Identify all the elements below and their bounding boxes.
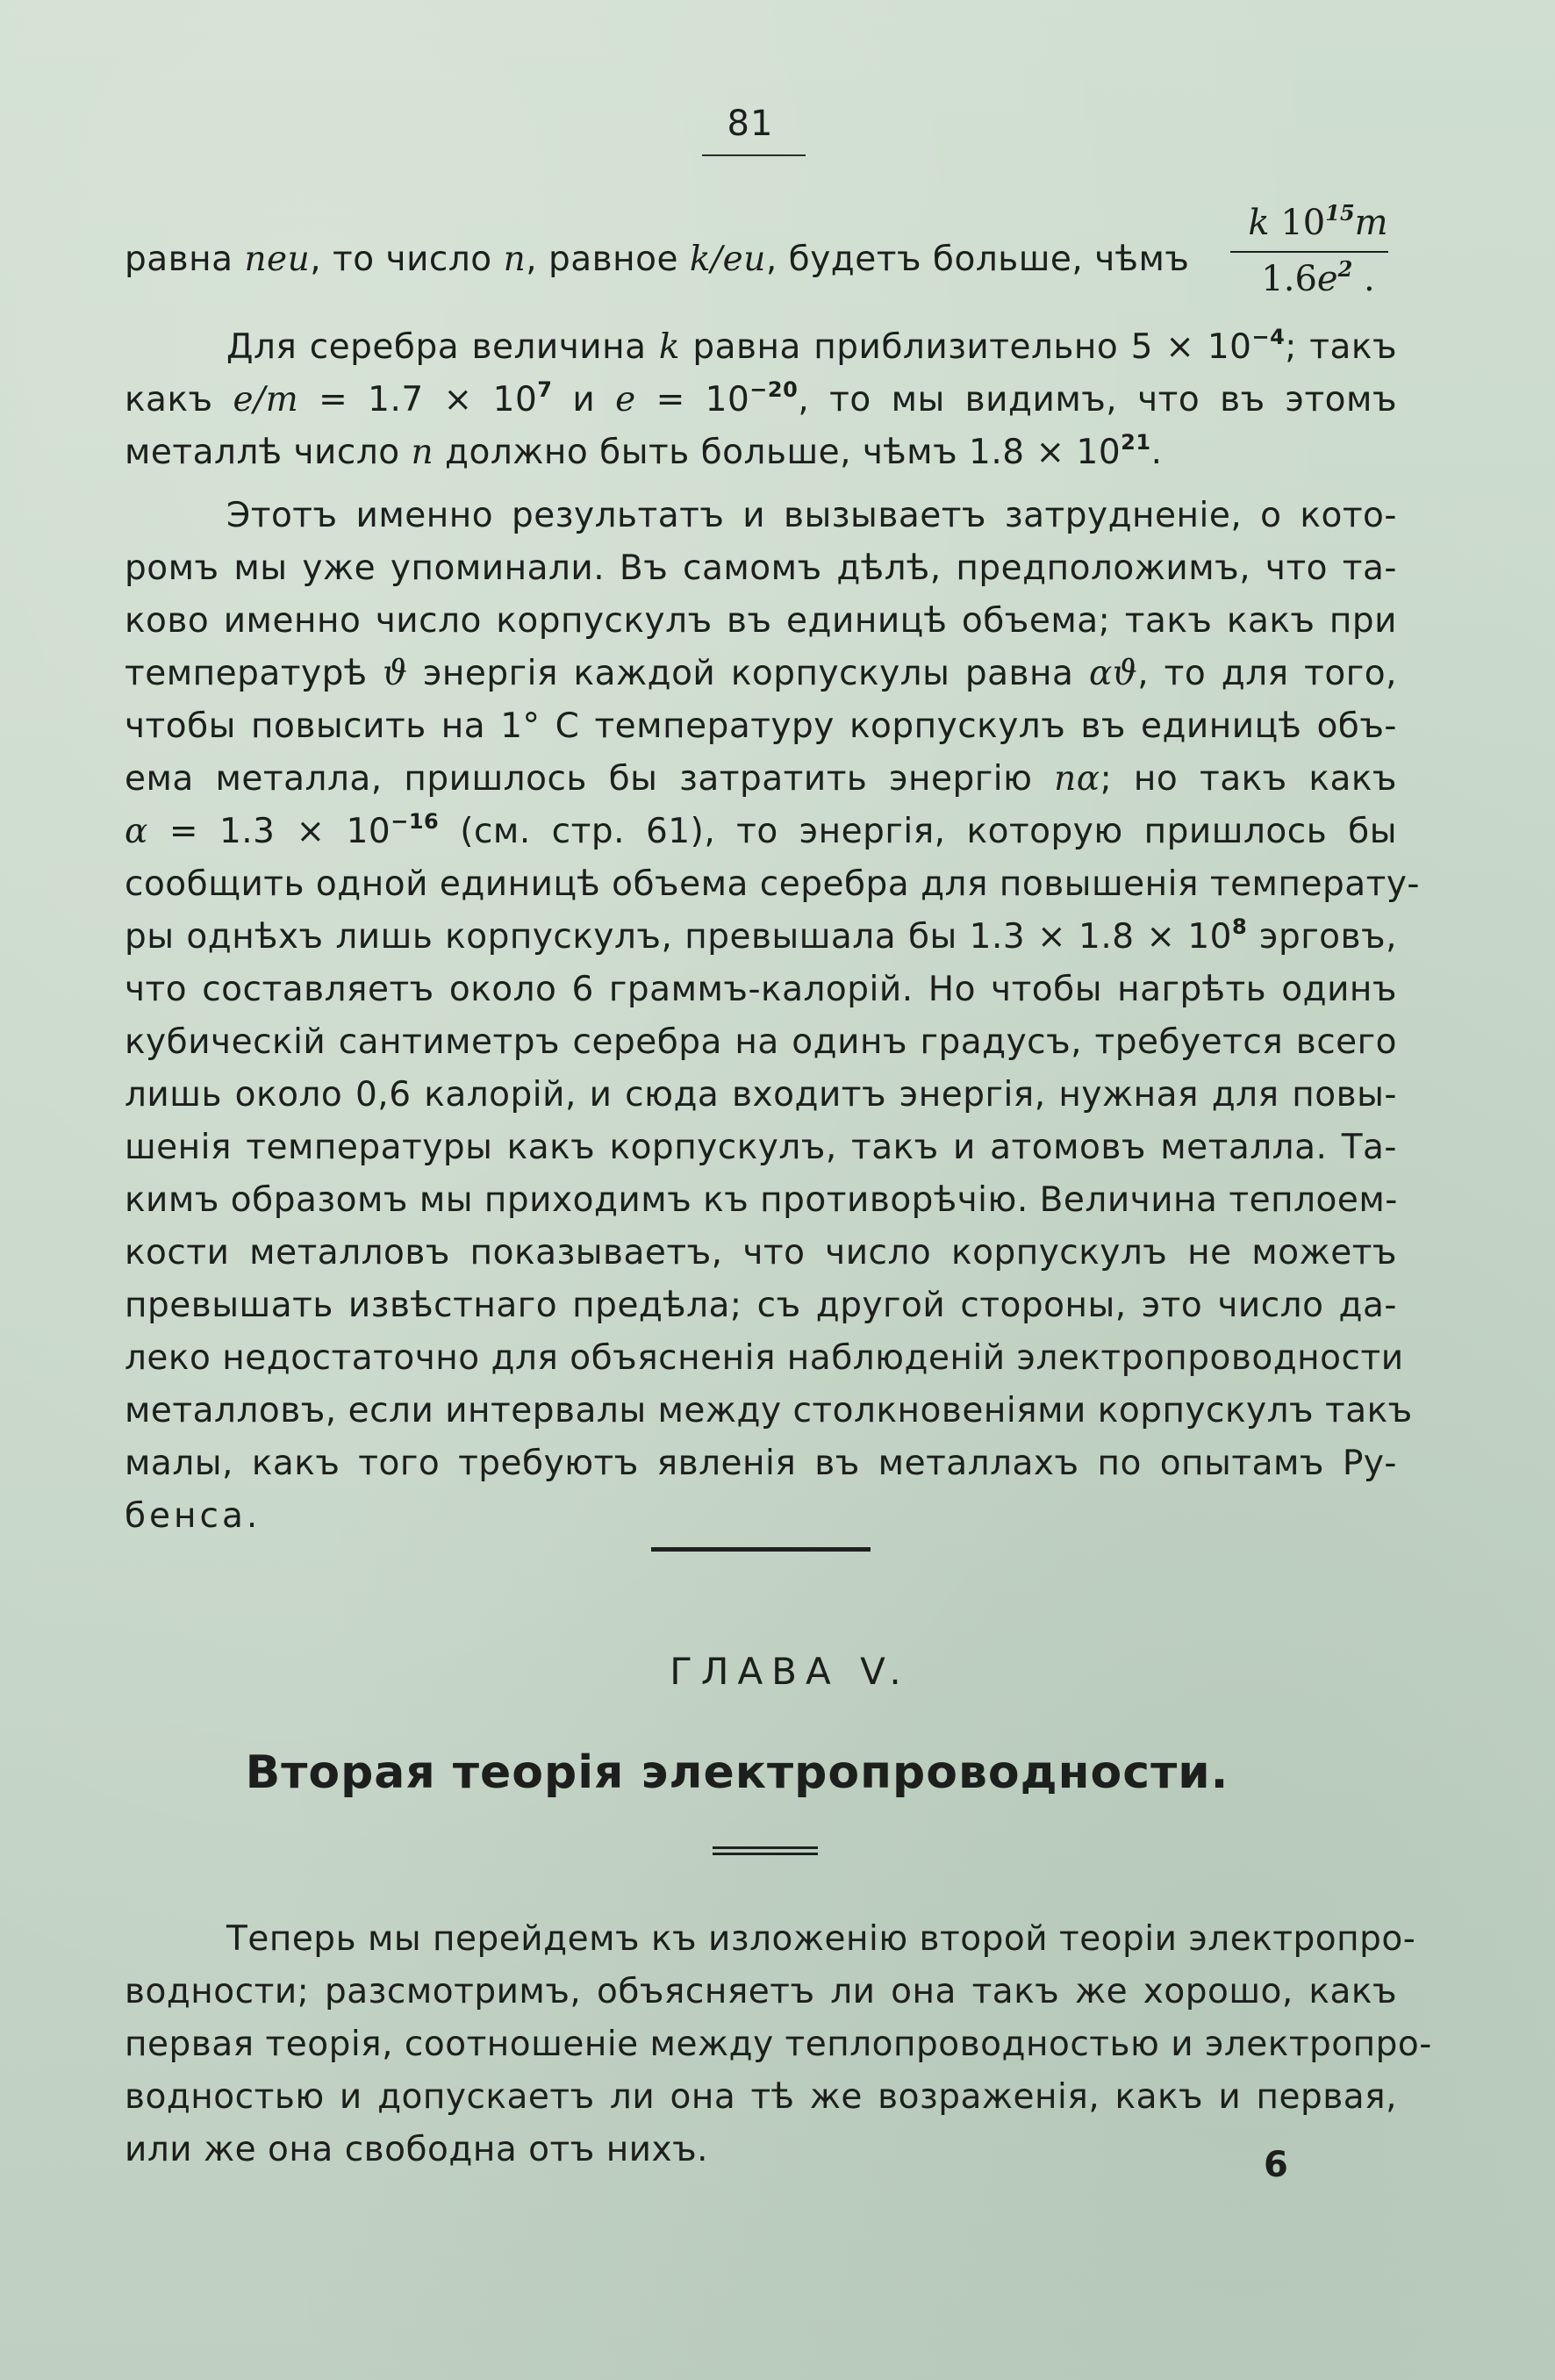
text-line: какъ $e/m = 1.7 \times 10^7$ и $e = 10^{-20}$, то мы видимъ, что въ этомъ	[125, 377, 1398, 419]
text-line: лишь около 0,6 калорій, и сюда входитъ энергія, нужная для повы-	[125, 1075, 1397, 1115]
text-line: малы, какъ того требуютъ явленія въ металлахъ по опытамъ Ру-	[125, 1444, 1397, 1483]
fraction-bar	[1230, 251, 1388, 253]
title-double-rule	[713, 1846, 818, 1855]
text-line: кубическій сантиметръ серебра на одинъ градусъ, требуется всего	[125, 1022, 1397, 1062]
text-line: водностью и допускаетъ ли она тѣ же возраженія, какъ и первая,	[125, 2077, 1397, 2117]
text-line: ры однѣхъ лишь корпускулъ, превышала бы $1.3 \times 1.8 \times 10^8$ эрговъ,	[125, 914, 1397, 957]
fraction-numerator: k $10^{15}m$	[1248, 200, 1388, 243]
chapter-label: ГЛАВА V.	[670, 1650, 910, 1693]
fraction-formula	[1230, 200, 1406, 300]
text-line: чтобы повысить на 1° С температуру корпускулъ въ единицѣ объ-	[125, 706, 1397, 746]
text-line: шенія температуры какъ корпускулъ, такъ и атомовъ металла. Та-	[125, 1128, 1397, 1167]
text-line: металлѣ число n должно быть больше, чѣмъ $1.8 \times 10^{21}$.	[125, 430, 1163, 472]
text-line: ромъ мы уже упоминали. Въ самомъ дѣлѣ, предположимъ, что та-	[125, 548, 1397, 588]
chapter-title: Вторая теорія электропроводности.	[245, 1746, 1229, 1799]
text-line: бенса.	[125, 1496, 262, 1536]
text-line: ема металла, пришлось бы затратить энергію nα; но такъ какъ	[125, 759, 1397, 799]
text-line: леко недостаточно для объясненія наблюденій электропроводности	[125, 1338, 1404, 1378]
text-line: Теперь мы перейдемъ къ изложенію второй теоріи электропро-	[226, 1919, 1416, 1959]
page-number-rule	[702, 154, 806, 156]
text-line: или же она свободна отъ нихъ.	[125, 2130, 709, 2169]
text-line: Этотъ именно результатъ и вызываетъ затрудненіе, о кото-	[226, 496, 1397, 535]
section-divider	[651, 1547, 871, 1552]
text-line: ково именно число корпускулъ въ единицѣ объема; такъ какъ при	[125, 601, 1397, 641]
text-line: кимъ образомъ мы приходимъ къ противорѣчію. Величина теплоем-	[125, 1180, 1398, 1220]
text-line: металловъ, если интервалы между столкновеніями корпускулъ такъ	[125, 1391, 1413, 1430]
text-line: первая теорія, соотношеніе между теплопроводностью и электропро-	[125, 2025, 1432, 2064]
text-line: что составляетъ около 6 граммъ-калорій. Но чтобы нагрѣть одинъ	[125, 970, 1397, 1009]
text-line: Для серебра величина k равна приблизительно $5 \times 10^{-4}$; такъ	[226, 325, 1398, 367]
text-line: кости металловъ показываетъ, что число корпускулъ не можетъ	[125, 1233, 1397, 1272]
text-line: превышать извѣстнаго предѣла; съ другой стороны, это число да-	[125, 1286, 1397, 1325]
text-line: температурѣ ϑ энергія каждой корпускулы равна αϑ, то для того,	[125, 654, 1398, 693]
text-line: $\alpha = 1.3 \times 10^{-16}$ (см. стр. 61), то энергія, которую пришлось бы	[125, 809, 1397, 851]
page-number: 81	[727, 104, 774, 144]
text-line: равна neu, то число n, равное k/eu, будетъ больше, чѣмъ	[125, 240, 1190, 279]
text-line: сообщить одной единицѣ объема серебра для повышенія температу-	[125, 864, 1420, 904]
fraction-denominator: $1.6e^2$ .	[1261, 256, 1375, 299]
signature-mark: 6	[1264, 2145, 1288, 2185]
text-line: водности; разсмотримъ, объясняетъ ли она такъ же хорошо, какъ	[125, 1972, 1397, 2011]
